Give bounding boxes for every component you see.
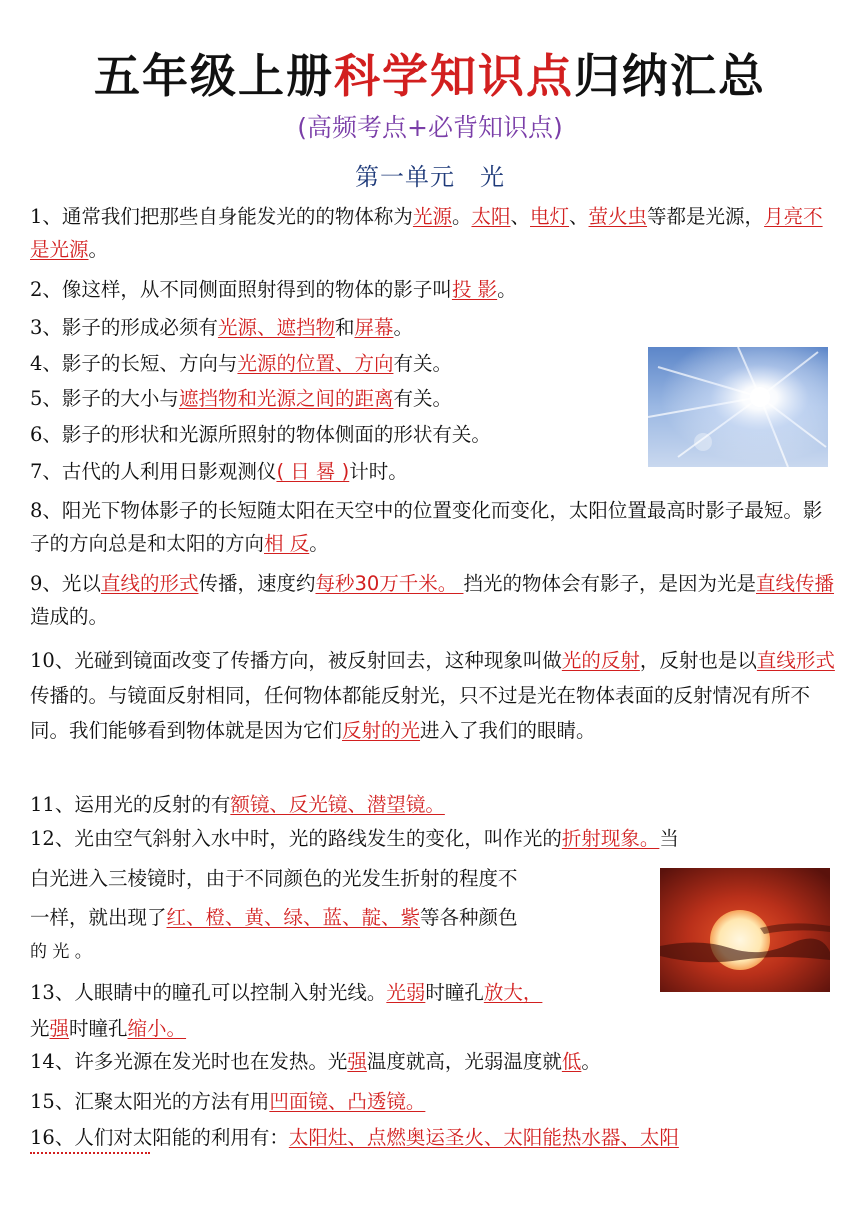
knowledge-item-15: 15、汇聚太阳光的方法有用凹面镜、凸透镜。 — [30, 1090, 426, 1113]
unit-title: 第一单元 光 — [355, 163, 505, 191]
knowledge-item-12-line4: 的 光 。 — [30, 942, 92, 962]
knowledge-item-8: 8、阳光下物体影子的长短随太阳在天空中的位置变化而变化，太阳位置最高时影子最短。影子的方向总是和太阳的方向相 反。 — [30, 499, 823, 555]
knowledge-item-2: 2、像这样，从不同侧面照射得到的物体的影子叫投 影。 — [30, 278, 517, 301]
knowledge-item-9: 9、光以直线的形式传播，速度约每秒30万千米。 挡光的物体会有影子，是因为光是直线传播造成的。 — [30, 572, 835, 628]
sunset-graphic — [660, 868, 830, 992]
knowledge-item-12: 12、光由空气斜射入水中时，光的路线发生的变化，叫作光的折射现象。当 — [30, 827, 679, 850]
sunburst-photo — [648, 347, 828, 467]
knowledge-item-13-line2: 光强时瞳孔缩小。 — [30, 1017, 187, 1040]
knowledge-item-1: 1、通常我们把那些自身能发光的的物体称为光源。太阳、电灯、萤火虫等都是光源，月亮不是光源。 — [30, 205, 823, 261]
knowledge-item-10: 10、光碰到镜面改变了传播方向，被反射回去，这种现象叫做光的反射，反射也是以直线形式传播的。与镜面反射相同，任何物体都能反射光，只不过是光在物体表面的反射情况有所不同。我们能够看到物体就是因为它们反射的光进入了我们的眼睛。 — [30, 649, 835, 742]
sunburst-graphic — [648, 347, 828, 467]
page-title: 五年级上册科学知识点归纳汇总 — [94, 49, 766, 103]
knowledge-item-14: 14、许多光源在发光时也在发热。光强温度就高，光弱温度就低。 — [30, 1050, 601, 1073]
page-subtitle: (高频考点+必背知识点) — [297, 113, 563, 142]
knowledge-item-11: 11、运用光的反射的有额镜、反光镜、潜望镜。 — [30, 793, 445, 816]
sunset-photo — [660, 868, 830, 992]
cut-off-underline — [30, 1152, 150, 1155]
knowledge-item-13: 13、人眼睛中的瞳孔可以控制入射光线。光弱时瞳孔放大， — [30, 981, 543, 1004]
knowledge-item-12-line3: 一样，就出现了红、橙、黄、绿、蓝、靛、紫等各种颜色 — [30, 906, 518, 929]
knowledge-item-12-line2: 白光进入三棱镜时，由于不同颜色的光发生折射的程度不 — [30, 867, 518, 890]
knowledge-item-6: 6、影子的形状和光源所照射的物体侧面的形状有关。 — [30, 423, 491, 446]
knowledge-item-7: 7、古代的人利用日影观测仪( 日 晷 )计时。 — [30, 460, 408, 483]
knowledge-item-3: 3、影子的形成必须有光源、遮挡物和屏幕。 — [30, 316, 413, 339]
knowledge-item-5: 5、影子的大小与遮挡物和光源之间的距离有关。 — [30, 387, 452, 410]
knowledge-item-4: 4、影子的长短、方向与光源的位置、方向有关。 — [30, 352, 452, 375]
knowledge-item-16: 16、人们对太阳能的利用有：太阳灶、点燃奥运圣火、太阳能热水器、太阳 — [30, 1126, 679, 1149]
